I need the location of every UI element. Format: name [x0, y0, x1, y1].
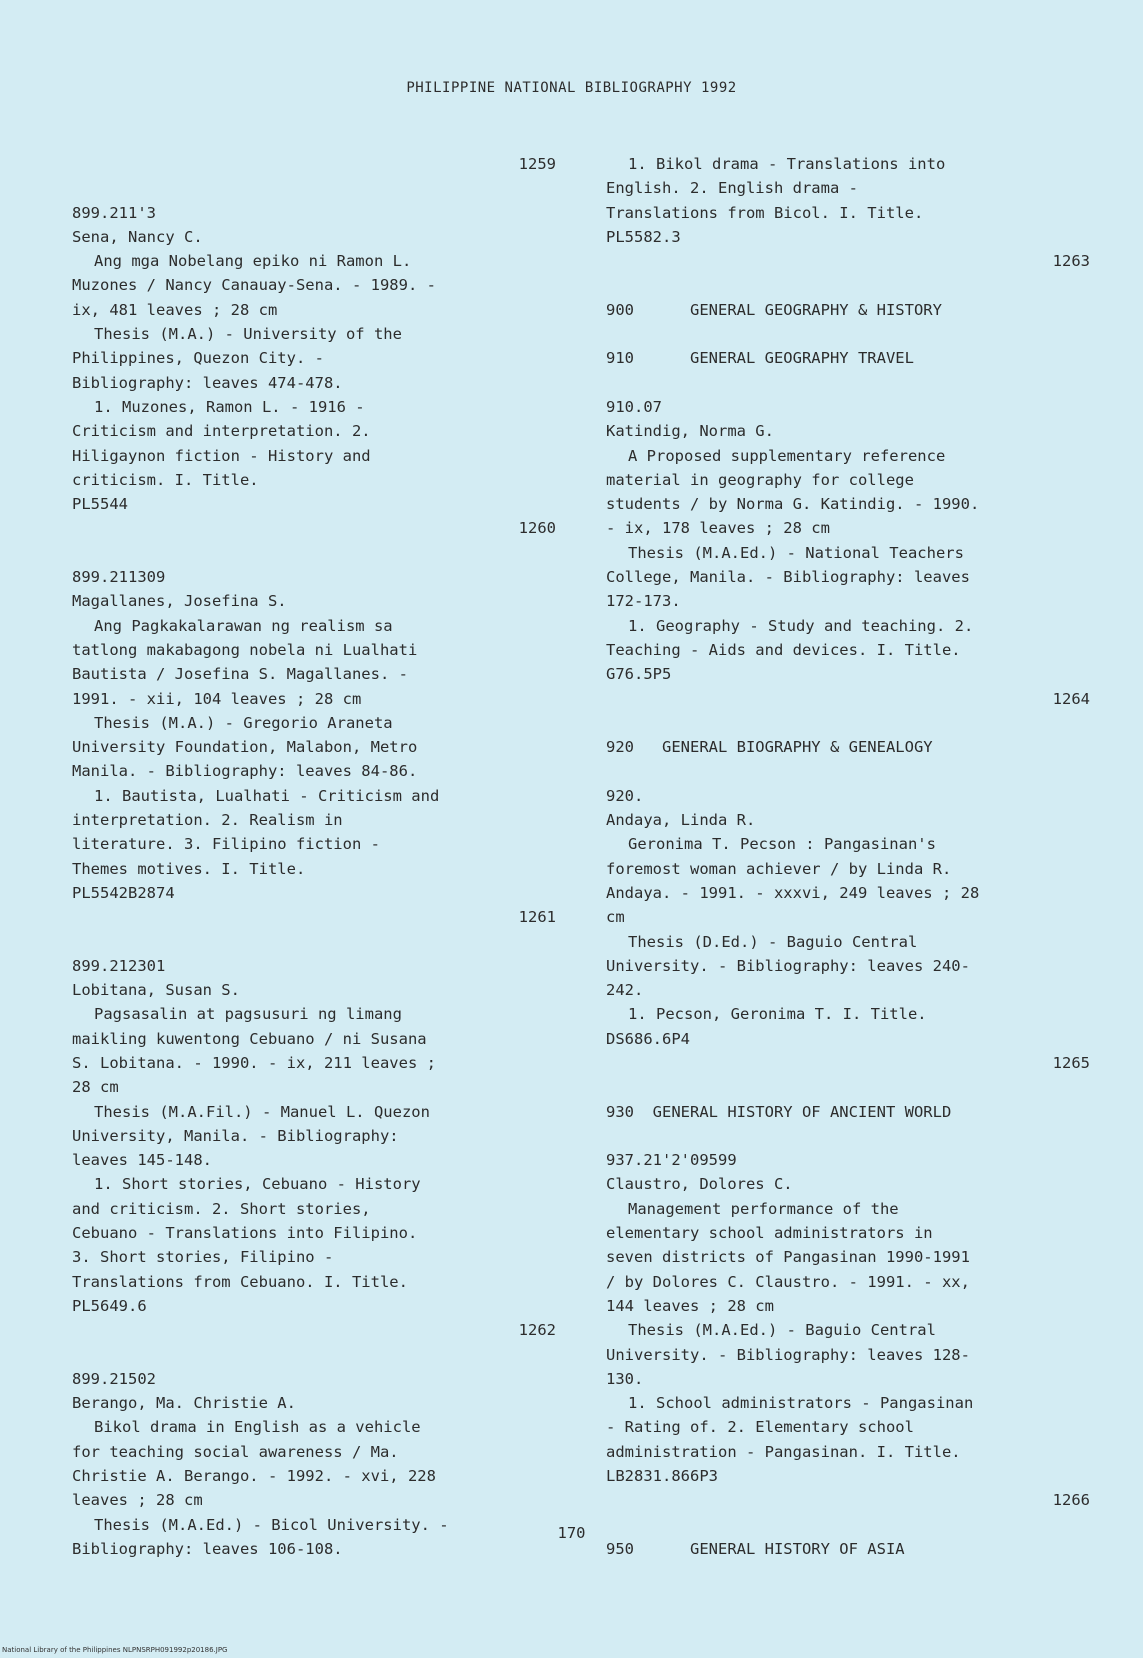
entry-line: English. 2. English drama - [606, 179, 858, 198]
entry-line: 28 cm [72, 1078, 119, 1097]
entry-line: 1. Bautista, Lualhati - Criticism and [94, 786, 440, 805]
entry-line: 130. [606, 1369, 644, 1388]
entry-number: 1260 [518, 519, 556, 538]
entry-line: Teaching - Aids and devices. I. Title. [606, 640, 961, 659]
entry-line: Christie A. Berango. - 1992. - xvi, 228 [72, 1467, 436, 1486]
entry-number: 1262 [518, 1321, 556, 1340]
entry-line: PL5542B2874 [72, 883, 175, 902]
entry-line: University Foundation, Malabon, Metro [72, 738, 418, 757]
entry-line: Ang Pagkakalarawan ng realism sa [94, 616, 393, 635]
section-heading: 950 GENERAL HISTORY OF ASIA [606, 1539, 905, 1558]
entry-line: 1. Geography - Study and teaching. 2. [628, 616, 974, 635]
entry-number: 1265 [1052, 1053, 1090, 1072]
entry-line: Manila. - Bibliography: leaves 84-86. [72, 762, 418, 781]
entry-line: Philippines, Quezon City. - [72, 349, 324, 368]
entry-line: literature. 3. Filipino fiction - [72, 835, 380, 854]
page-number: 170 [557, 1524, 586, 1542]
section-heading: 900 GENERAL GEOGRAPHY & HISTORY [606, 300, 942, 319]
entry-line: Thesis (M.A.) - Gregorio Araneta [94, 713, 393, 732]
spacer [72, 1343, 556, 1367]
entry-line: Thesis (M.A.Ed.) - Baguio Central [628, 1321, 936, 1340]
spacer [72, 176, 556, 200]
entry-line: PL5582.3 [606, 227, 681, 246]
entry-line: University. - Bibliography: leaves 240- [606, 956, 970, 975]
entry-line: 899.212301 [72, 956, 166, 975]
entry-line: Berango, Ma. Christie A. [72, 1394, 296, 1413]
entry-line: - Rating of. 2. Elementary school [606, 1418, 914, 1437]
section-heading: 920 GENERAL BIOGRAPHY & GENEALOGY [606, 738, 933, 757]
entry-number: 1264 [1052, 689, 1090, 708]
entry-line: and criticism. 2. Short stories, [72, 1199, 371, 1218]
entry-line: maikling kuwentong Cebuano / ni Susana [72, 1029, 427, 1048]
entry-line: University. - Bibliography: leaves 128- [606, 1345, 970, 1364]
entry-line: elementary school administrators in [606, 1224, 933, 1243]
entry-line: leaves ; 28 cm [72, 1491, 203, 1510]
page-header: PHILIPPINE NATIONAL BIBLIOGRAPHY 1992 [406, 80, 737, 96]
entry-line: Themes motives. I. Title. [72, 859, 306, 878]
entry-line: PL5544 [72, 495, 128, 514]
entry-line: Thesis (M.A.Fil.) - Manuel L. Quezon [94, 1102, 430, 1121]
entry-line: 1. Muzones, Ramon L. - 1916 - [94, 397, 365, 416]
entry-line: Management performance of the [628, 1199, 899, 1218]
section-heading: 910 GENERAL GEOGRAPHY TRAVEL [606, 349, 914, 368]
entry-number: 1266 [1052, 1491, 1090, 1510]
entry-line: A Proposed supplementary reference [628, 446, 946, 465]
spacer [606, 1124, 1090, 1148]
spacer [72, 541, 556, 565]
spacer [72, 930, 556, 954]
entry-line: foremost woman achiever / by Linda R. [606, 859, 952, 878]
entry-line: Ang mga Nobelang epiko ni Ramon L. [94, 252, 412, 271]
entry-line: Thesis (D.Ed.) - Baguio Central [628, 932, 918, 951]
entry-line: 172-173. [606, 592, 681, 611]
entry-line: administration - Pangasinan. I. Title. [606, 1442, 961, 1461]
entry-line: 899.21502 [72, 1369, 156, 1388]
entry-line: for teaching social awareness / Ma. [72, 1442, 399, 1461]
entry-line: 1991. - xii, 104 leaves ; 28 cm [72, 689, 362, 708]
entry-line: Bikol drama in English as a vehicle [94, 1418, 421, 1437]
entry-line: Cebuano - Translations into Filipino. [72, 1224, 418, 1243]
entry-line: 242. [606, 981, 644, 1000]
entry-line: LB2831.866P3 [606, 1467, 718, 1486]
spacer [606, 1075, 1090, 1099]
entry-number: 1261 [518, 908, 556, 927]
entry-line: / by Dolores C. Claustro. - 1991. - xx, [606, 1272, 970, 1291]
entry-line: Criticism and interpretation. 2. [72, 422, 371, 441]
entry-line: Muzones / Nancy Canauay-Sena. - 1989. - [72, 276, 436, 295]
entry-line: Katindig, Norma G. [606, 422, 774, 441]
entry-line: 144 leaves ; 28 cm [606, 1296, 774, 1315]
spacer [606, 322, 1090, 346]
entry-line: leaves 145-148. [72, 1151, 212, 1170]
entry-line: Pagsasalin at pagsusuri ng limang [94, 1005, 402, 1024]
entry-line: Andaya, Linda R. [606, 811, 756, 830]
right-column [606, 152, 1090, 1561]
entry-line: cm [606, 908, 625, 927]
entry-line: 3. Short stories, Filipino - [72, 1248, 334, 1267]
spacer [606, 273, 1090, 297]
entry-line: Geronima T. Pecson : Pangasinan's [628, 835, 936, 854]
entry-line: Claustro, Dolores C. [606, 1175, 793, 1194]
spacer [606, 371, 1090, 395]
entry-line: Hiligaynon fiction - History and [72, 446, 371, 465]
entry-line: Magallanes, Josefina S. [72, 592, 287, 611]
scan-footer: National Library of the Philippines NLPNSRPH091992p20186.JPG [2, 1646, 228, 1654]
entry-line: - ix, 178 leaves ; 28 cm [606, 519, 830, 538]
spacer [606, 759, 1090, 783]
entry-line: Sena, Nancy C. [72, 227, 203, 246]
spacer [606, 711, 1090, 735]
entry-line: 1. Pecson, Geronima T. I. Title. [628, 1005, 927, 1024]
entry-line: 937.21'2'09599 [606, 1151, 737, 1170]
entry-line: ix, 481 leaves ; 28 cm [72, 300, 278, 319]
entry-line: 1. Short stories, Cebuano - History [94, 1175, 421, 1194]
entry-line: Translations from Cebuano. I. Title. [72, 1272, 408, 1291]
entry-line: DS686.6P4 [606, 1029, 690, 1048]
entry-line: College, Manila. - Bibliography: leaves [606, 568, 970, 587]
entry-line: Thesis (M.A.Ed.) - Bicol University. - [94, 1515, 449, 1534]
entry-line: Thesis (M.A.) - University of the [94, 325, 402, 344]
entry-line: Bibliography: leaves 474-478. [72, 373, 343, 392]
left-column [72, 152, 556, 1561]
entry-line: seven districts of Pangasinan 1990-1991 [606, 1248, 970, 1267]
entry-line: Lobitana, Susan S. [72, 981, 240, 1000]
entry-number: 1263 [1052, 252, 1090, 271]
entry-line: tatlong makabagong nobela ni Lualhati [72, 640, 418, 659]
entry-line: Andaya. - 1991. - xxxvi, 249 leaves ; 28 [606, 883, 980, 902]
entry-line: Bautista / Josefina S. Magallanes. - [72, 665, 408, 684]
entry-line: University, Manila. - Bibliography: [72, 1126, 399, 1145]
entry-number: 1259 [518, 155, 556, 173]
entry-line: criticism. I. Title. [72, 470, 259, 489]
section-heading: 930 GENERAL HISTORY OF ANCIENT WORLD [606, 1102, 952, 1121]
entry-line: Bibliography: leaves 106-108. [72, 1539, 343, 1558]
entry-line: 920. [606, 786, 644, 805]
entry-line: Thesis (M.A.Ed.) - National Teachers [628, 543, 964, 562]
entry-line: S. Lobitana. - 1990. - ix, 211 leaves ; [72, 1053, 436, 1072]
entry-line: 899.211'3 [72, 203, 156, 222]
entry-line: interpretation. 2. Realism in [72, 811, 343, 830]
entry-line: PL5649.6 [72, 1296, 147, 1315]
entry-line: 910.07 [606, 397, 662, 416]
entry-line: 1. School administrators - Pangasinan [628, 1394, 974, 1413]
entry-line: material in geography for college [606, 470, 914, 489]
entry-line: 1. Bikol drama - Translations into [628, 155, 946, 173]
entry-line: students / by Norma G. Katindig. - 1990. [606, 495, 980, 514]
entry-line: G76.5P5 [606, 665, 672, 684]
entry-line: Translations from Bicol. I. Title. [606, 203, 924, 222]
entry-line: 899.211309 [72, 568, 166, 587]
